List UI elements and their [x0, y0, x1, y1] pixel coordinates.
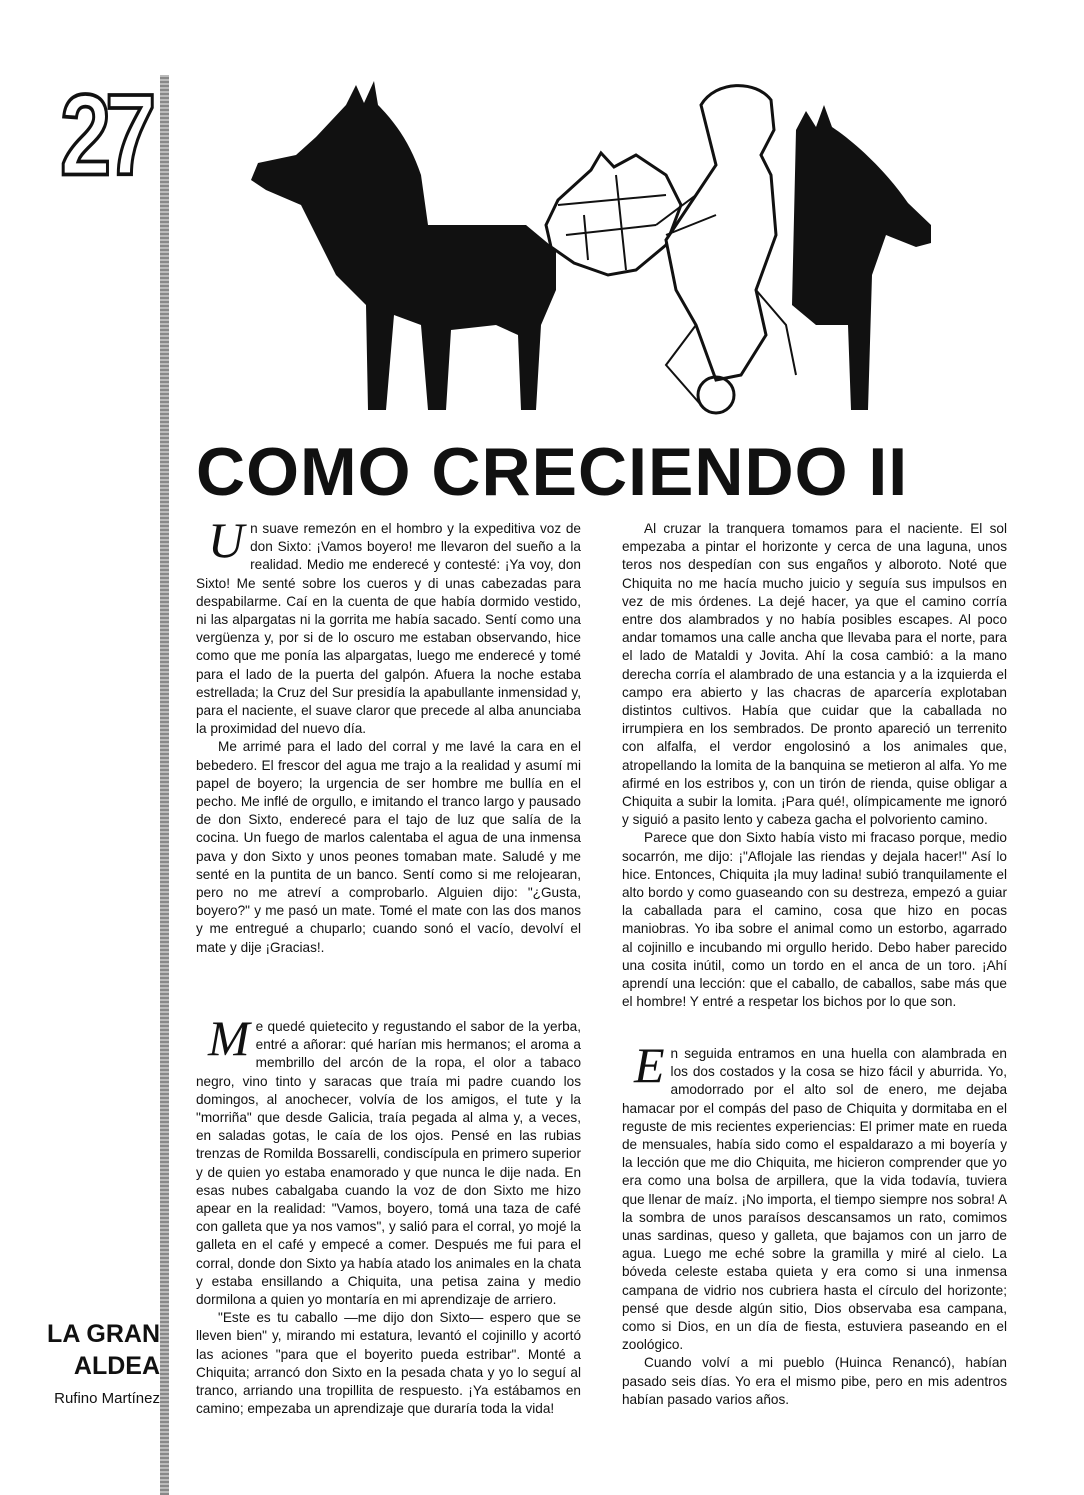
article-column-1-bottom [196, 1010, 581, 1418]
article-paragraph: Me arrimé para el lado del corral y me lavé la cara en el bebedero. El frescor del agua me trajo a la realidad y asumí mi papel de boyero; la urgencia de ser hombre me bullía en el pecho. Me inflé de orgullo, e imitando el tranco largo y pausado de don Sixto, enderecé para el tajo de luz que salía de la cocina. Un fuego de marlos calentaba el agua de una inmensa pava y don Sixto y unos peones tomaban mate. Saludé y me senté en la puntita de un banco. Sentí como si me relojearan, pero no me atreví a comprobarlo. Alguien dijo: "¿Gusta, boyero?" y me pasó un mate. Tomé el mate con las dos manos y me entregué a chuparlo; cuando sonó el vacío, devolví el mate y dije ¡Gracias!. [196, 739, 581, 955]
paragraph-text: n seguida entramos en una huella con alambrada en los dos costados y la cosa se hizo fácil y aburrida. Yo, amodorrado por el alto sol de enero, me dejaba hamacar por el compás del paso de Chiquita y dormitaba en el reguste de mis recientes experiencias: El primer mate en rueda de mensuales, había sido como el espaldarazo a mi boyería y la lección que me dio Chiquita, me hicieron comprender que yo era como una bolsa de arpillera, que la vida todavía, tuviera que llenar de maíz. ¡No importa, el tiempo siempre nos sobra! A la sombra de unos paraísos descansamos un rato, comimos unas sardinas, queso y galleta, que bajamos con un jarro de agua. Luego me eché sobre la gramilla y miré al cielo. La bóveda celeste estaba quieta y era como si una inmensa campana de vidrio nos cubriera hasta el círculo del horizonte; pensé que desde algún sitio, Dios observaba esa campana, como si Dios, en un día de fiesta, estuviera paseando en el zoológico. [622, 1046, 1007, 1353]
article-column-2-bottom [622, 1037, 1007, 1409]
drop-cap: E [634, 1037, 665, 1093]
section-title-line1: LA GRAN [47, 1320, 160, 1348]
section-label [30, 1318, 160, 1410]
page-number: 27 [60, 71, 151, 200]
article-paragraph [196, 512, 581, 738]
article-paragraph: Cuando volví a mi pueblo (Huinca Renancó), habían pasado seis días. Yo era el mismo pibe, pero en mis adentros habían pasado varios años. [622, 1355, 1007, 1407]
horses-and-boy-illustration [196, 75, 956, 425]
article-headline: COMO CRECIENDO II [196, 434, 909, 510]
vertical-divider [160, 75, 169, 1495]
paragraph-text: n suave remezón en el hombro y la expeditiva voz de don Sixto: ¡Vamos boyero! me llevaron del sueño a la realidad. Medio me enderecé y contesté: ¡Ya voy, don Sixto! Me senté sobre los cueros y di unas cabezadas para despabilarme. Caí en la cuenta de que había dormido vestido, ni las alpargatas ni la gorrita me había sacado. Sentí como una vergüenza y, por si de lo oscuro me estaban observando, hice como que me ponía las alpargatas, luego me enderecé y tomé para el lado de la puerta del galpón. Afuera la noche estaba estrellada; la Cruz del Sur presidía la apabullante inmensidad y, para el naciente, el suave claror que precede al alba anunciaba la proximidad del nuevo día. [196, 521, 581, 737]
article-paragraph: Parece que don Sixto había visto mi fracaso porque, medio socarrón, me dijo: ¡"Aflojale las riendas y dejala hacer!" Así lo hice. Entonces, Chiquita ¡la muy ladina! subió tranquilamente el alto bordo y como guaseando con su destreza, empezó a guiar la caballada para el camino, cosa que hizo en pocas maniobras. Yo iba sobre el animal como un estorbo, agarrado al cojinillo e incubando mi orgullo herido. Debo haber parecido una cosita inútil, como un tordo en el anca de un toro. ¡Ahí aprendí una lección: que el caballo, de caballos, sabe más que el hombre! Y entré a respetar los bichos por lo que son. [622, 830, 1007, 1010]
author-name: Rufino Martínez [54, 1390, 160, 1407]
section-title-line2: ALDEA [73, 1352, 160, 1380]
boy-figure [666, 86, 776, 380]
drop-cap: M [208, 1010, 250, 1066]
article-paragraph [622, 1037, 1007, 1354]
right-horse-silhouette [792, 105, 931, 410]
article-column-2-top [622, 520, 1007, 1011]
article-column-1-top [196, 512, 581, 957]
article-paragraph [196, 1010, 581, 1309]
white-horse-head [546, 153, 681, 275]
article-paragraph: Al cruzar la tranquera tomamos para el naciente. El sol empezaba a pintar el horizonte y cerca de una laguna, unos teros nos despedían con sus engaños y alboroto. Noté que Chiquita no me hacía mucho juicio y seguía sus impulsos en vez de mis órdenes. La dejé hacer, ya que el camino corría entre dos alambrados y no había posibles escapes. Al poco andar tomamos una calle ancha que llevaba para el norte, para el lado de Mataldi y Jovita. Ahí la cosa cambió: a la mano derecha corría el alambrado de una estancia y a la izquierda el campo era abierto y las chacras de aparcería explotaban distintos cultivos. Había que cuidar que la caballada no irrumpiera en los sembrados. De pronto apareció un terrenito con alfalfa, el verdor engolosinó a los animales que, atropellando la lomita de la banquina se metieron al alfa. Yo me afirmé en los estribos y, con un tirón de rienda, quise obligar a Chiquita a subir la lomita. ¡Para qué!, olímpicamente me ignoró y siguió a pasito lento y cabeza gacha el polvoriento camino. [622, 521, 1007, 828]
drop-cap: U [208, 512, 245, 568]
left-horse-silhouette [251, 81, 556, 410]
article-paragraph: "Este es tu caballo —me dijo don Sixto— espero que se lleven bien" y, mirando mi estatura, levantó el cojinillo y acortó las aciones "para que el boyerito pueda estribar". Monté a Chiquita; arrancó don Sixto en la pesada chata y yo lo seguí al tranco, arriando una tropillita de respuesto. ¡Ya estábamos en camino; empezaba un aprendizaje que duraría toda la vida! [196, 1310, 581, 1417]
paragraph-text: e quedé quietecito y regustando el sabor de la yerba, entré a añorar: qué harían mis hermanos; el aroma a membrillo del arcón de la ropa, el olor a tabaco negro, vino tinto y saracas que traía mi padre cuando los domingos, al anochecer, volvía de los amigos, el tute y la "morriña" que desde Galicia, traía pegada al alma y, a veces, en saladas gotas, le caía de los ojos. Pensé en las rubias trenzas de Romilda Bossarelli, condiscípula en primero superior y de quien yo estaba enamorado y que nunca le dije nada. En esas nubes cabalgaba cuando la voz de don Sixto me hizo apear en la realidad: "Vamos, boyero, tomá una taza de café con galleta que ya nos vamos", y salió para el corral, yo mojé la galleta en el café y empecé a comer. Después me fui para el corral, donde don Sixto ya había atado los animales en la chata y estaba ensillando a Chiquita, una petisa zaina y medio dormilona a quien yo montaría en mi aprendizaje de arriero. [196, 1019, 581, 1308]
